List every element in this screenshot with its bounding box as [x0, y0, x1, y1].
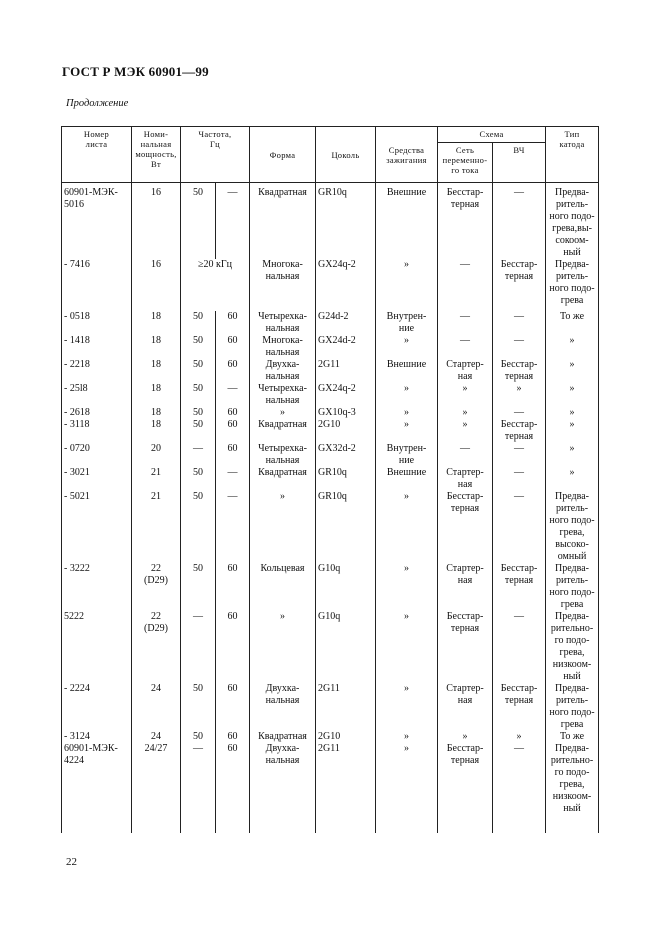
cell-scheme-hf: Бесстар- терная	[493, 359, 546, 383]
cell-sheet-number: - 3118	[62, 419, 132, 443]
cell-scheme-network: Стартер- ная	[438, 683, 493, 731]
table-row	[62, 743, 599, 833]
cell-shape: Квадратная	[250, 731, 316, 743]
document-title: ГОСТ Р МЭК 60901—99	[62, 64, 209, 79]
cell-sheet-number: 60901-МЭК- 5016	[62, 183, 132, 260]
cell-ignition: »	[376, 407, 438, 419]
cell-nominal-power: 16	[132, 183, 181, 260]
cell-base: 2G11	[316, 743, 376, 833]
cell-frequency-60: 60	[216, 407, 250, 419]
cell-base: GR10q	[316, 467, 376, 491]
table-body	[62, 183, 599, 834]
table-row	[62, 383, 599, 407]
cell-sheet-number: - 0518	[62, 311, 132, 335]
cell-scheme-network: Стартер- ная	[438, 359, 493, 383]
cell-scheme-network: »	[438, 383, 493, 407]
cell-frequency-60: 60	[216, 611, 250, 683]
cell-shape: Квадратная	[250, 419, 316, 443]
cell-frequency-60: 60	[216, 443, 250, 467]
header-scheme-network: Сеть переменно- го тока	[438, 143, 493, 183]
cell-shape: Четырехка- нальная	[250, 311, 316, 335]
cell-cathode-type: То же	[546, 731, 599, 743]
cell-frequency-50: 50	[181, 383, 216, 407]
cell-frequency-60: 60	[216, 743, 250, 833]
cell-sheet-number: - 5021	[62, 491, 132, 563]
cell-nominal-power: 22 (D29)	[132, 563, 181, 611]
header-scheme-hf: ВЧ	[493, 143, 546, 183]
cell-nominal-power: 16	[132, 259, 181, 311]
cell-ignition: »	[376, 335, 438, 359]
cell-base: G10q	[316, 563, 376, 611]
cell-sheet-number: - 3021	[62, 467, 132, 491]
cell-scheme-hf: —	[493, 335, 546, 359]
cell-shape: Квадратная	[250, 467, 316, 491]
cell-frequency-50: 50	[181, 311, 216, 335]
cell-scheme-hf: —	[493, 743, 546, 833]
header-base: Цоколь	[316, 127, 376, 183]
cell-cathode-type: »	[546, 467, 599, 491]
cell-frequency-60: —	[216, 183, 250, 260]
cell-scheme-network: Стартер- ная	[438, 467, 493, 491]
cell-base: GX10q-3	[316, 407, 376, 419]
cell-frequency-50: —	[181, 443, 216, 467]
table-row	[62, 491, 599, 563]
cell-shape: Многока- нальная	[250, 335, 316, 359]
cell-sheet-number: - 0720	[62, 443, 132, 467]
cell-base: 2G10	[316, 419, 376, 443]
cell-cathode-type: »	[546, 335, 599, 359]
header-sheet-number: Номер листа	[62, 127, 132, 183]
cell-ignition: »	[376, 419, 438, 443]
cell-scheme-network: »	[438, 419, 493, 443]
cell-nominal-power: 20	[132, 443, 181, 467]
cell-frequency-50: 50	[181, 183, 216, 260]
cell-sheet-number: - 2218	[62, 359, 132, 383]
cell-frequency-60: 60	[216, 563, 250, 611]
cell-base: 2G10	[316, 731, 376, 743]
table-row	[62, 467, 599, 491]
cell-ignition: »	[376, 731, 438, 743]
cell-scheme-hf: —	[493, 467, 546, 491]
cell-nominal-power: 21	[132, 467, 181, 491]
cell-scheme-network: —	[438, 311, 493, 335]
cell-cathode-type: То же	[546, 311, 599, 335]
table-row	[62, 311, 599, 335]
cell-cathode-type: Предва- ритель- ного подо- грева, высоко- омный	[546, 491, 599, 563]
cell-scheme-hf: Бесстар- терная	[493, 563, 546, 611]
cell-nominal-power: 18	[132, 311, 181, 335]
table-row	[62, 419, 599, 443]
lamp-data-table	[61, 126, 599, 833]
table-row	[62, 335, 599, 359]
cell-base: GR10q	[316, 491, 376, 563]
table-row	[62, 683, 599, 731]
cell-shape: Двухка- нальная	[250, 359, 316, 383]
cell-base: GR10q	[316, 183, 376, 260]
cell-shape: Многока- нальная	[250, 259, 316, 311]
cell-ignition: »	[376, 611, 438, 683]
cell-frequency-60: 60	[216, 731, 250, 743]
cell-frequency-50: 50	[181, 419, 216, 443]
cell-sheet-number: - 2618	[62, 407, 132, 419]
cell-scheme-hf: —	[493, 311, 546, 335]
cell-shape: Кольцевая	[250, 563, 316, 611]
cell-base: 2G11	[316, 683, 376, 731]
cell-base: GX32d-2	[316, 443, 376, 467]
cell-scheme-network: Бесстар- терная	[438, 491, 493, 563]
table-row	[62, 563, 599, 611]
cell-nominal-power: 22 (D29)	[132, 611, 181, 683]
cell-ignition: Внутрен- ние	[376, 311, 438, 335]
cell-frequency-60: 60	[216, 419, 250, 443]
cell-nominal-power: 24/27	[132, 743, 181, 833]
cell-sheet-number: - 3124	[62, 731, 132, 743]
cell-ignition: Внутрен- ние	[376, 443, 438, 467]
cell-scheme-hf: »	[493, 383, 546, 407]
cell-ignition: »	[376, 563, 438, 611]
table-row	[62, 443, 599, 467]
cell-scheme-hf: —	[493, 491, 546, 563]
cell-frequency-50: 50	[181, 407, 216, 419]
cell-scheme-hf: —	[493, 407, 546, 419]
cell-shape: »	[250, 611, 316, 683]
cell-cathode-type: »	[546, 419, 599, 443]
cell-nominal-power: 24	[132, 731, 181, 743]
cell-cathode-type: »	[546, 359, 599, 383]
cell-scheme-hf: Бесстар- терная	[493, 683, 546, 731]
cell-nominal-power: 18	[132, 383, 181, 407]
cell-base: GX24d-2	[316, 335, 376, 359]
cell-frequency-60: —	[216, 467, 250, 491]
cell-ignition: »	[376, 491, 438, 563]
cell-nominal-power: 18	[132, 359, 181, 383]
cell-frequency-60: 60	[216, 335, 250, 359]
cell-ignition: »	[376, 259, 438, 311]
cell-base: G24d-2	[316, 311, 376, 335]
cell-frequency-50: 50	[181, 335, 216, 359]
page-number: 22	[66, 856, 77, 868]
cell-nominal-power: 18	[132, 419, 181, 443]
cell-ignition: »	[376, 683, 438, 731]
cell-base: GX24q-2	[316, 259, 376, 311]
header-ignition: Средства зажигания	[376, 127, 438, 183]
cell-ignition: Внешние	[376, 183, 438, 260]
header-nominal-power: Номи- нальная мощность, Вт	[132, 127, 181, 183]
cell-frequency-60: —	[216, 383, 250, 407]
cell-cathode-type: »	[546, 383, 599, 407]
cell-base: GX24q-2	[316, 383, 376, 407]
cell-scheme-hf: —	[493, 611, 546, 683]
cell-base: G10q	[316, 611, 376, 683]
cell-sheet-number: - 2224	[62, 683, 132, 731]
cell-nominal-power: 18	[132, 407, 181, 419]
table-row	[62, 259, 599, 311]
table-row	[62, 183, 599, 260]
header-cathode-type: Тип катода	[546, 127, 599, 183]
table-row	[62, 611, 599, 683]
cell-scheme-hf: —	[493, 443, 546, 467]
cell-nominal-power: 21	[132, 491, 181, 563]
cell-sheet-number: - 3222	[62, 563, 132, 611]
cell-sheet-number: - 1418	[62, 335, 132, 359]
cell-nominal-power: 18	[132, 335, 181, 359]
cell-frequency-50: —	[181, 743, 216, 833]
cell-cathode-type: Предва- ритель- ного подо- грева	[546, 563, 599, 611]
cell-scheme-network: »	[438, 407, 493, 419]
cell-frequency-50: 50	[181, 731, 216, 743]
cell-shape: »	[250, 491, 316, 563]
cell-frequency: ≥20 кГц	[181, 259, 250, 311]
cell-scheme-hf: Бесстар- терная	[493, 419, 546, 443]
cell-cathode-type: Предва- ритель- ного подо- грева,вы- сокоом- ный	[546, 183, 599, 260]
cell-sheet-number: - 7416	[62, 259, 132, 311]
cell-sheet-number: 60901-МЭК- 4224	[62, 743, 132, 833]
continuation-label: Продолжение	[66, 98, 129, 109]
cell-scheme-network: Стартер- ная	[438, 563, 493, 611]
cell-cathode-type: Предва- ритель- ного подо- грева	[546, 683, 599, 731]
table-row	[62, 407, 599, 419]
cell-frequency-60: 60	[216, 683, 250, 731]
cell-ignition: »	[376, 383, 438, 407]
header-frequency: Частота, Гц	[181, 127, 250, 183]
cell-scheme-network: Бесстар- терная	[438, 611, 493, 683]
cell-frequency-50: 50	[181, 563, 216, 611]
cell-sheet-number: 5222	[62, 611, 132, 683]
cell-base: 2G11	[316, 359, 376, 383]
header-shape: Форма	[250, 127, 316, 183]
table-row	[62, 359, 599, 383]
cell-shape: Четырехка- нальная	[250, 443, 316, 467]
cell-cathode-type: Предва- рительно- го подо- грева, низкоом- ный	[546, 743, 599, 833]
cell-shape: Двухка- нальная	[250, 743, 316, 833]
cell-scheme-network: »	[438, 731, 493, 743]
cell-scheme-hf: —	[493, 183, 546, 260]
cell-frequency-60: 60	[216, 311, 250, 335]
cell-frequency-50: —	[181, 611, 216, 683]
cell-frequency-60: —	[216, 491, 250, 563]
cell-sheet-number: - 25l8	[62, 383, 132, 407]
cell-scheme-hf: Бесстар- терная	[493, 259, 546, 311]
cell-frequency-60: 60	[216, 359, 250, 383]
cell-cathode-type: »	[546, 407, 599, 419]
cell-scheme-network: —	[438, 443, 493, 467]
cell-scheme-hf: »	[493, 731, 546, 743]
cell-ignition: Внешние	[376, 467, 438, 491]
cell-frequency-50: 50	[181, 491, 216, 563]
cell-scheme-network: —	[438, 259, 493, 311]
cell-cathode-type: »	[546, 443, 599, 467]
cell-nominal-power: 24	[132, 683, 181, 731]
cell-frequency-50: 50	[181, 359, 216, 383]
cell-shape: »	[250, 407, 316, 419]
cell-cathode-type: Предва- ритель- ного подо- грева	[546, 259, 599, 311]
cell-ignition: Внешние	[376, 359, 438, 383]
cell-scheme-network: Бесстар- терная	[438, 743, 493, 833]
cell-shape: Квадратная	[250, 183, 316, 260]
header-scheme: Схема	[438, 127, 546, 143]
cell-frequency-50: 50	[181, 467, 216, 491]
cell-frequency-50: 50	[181, 683, 216, 731]
cell-shape: Двухка- нальная	[250, 683, 316, 731]
cell-scheme-network: —	[438, 335, 493, 359]
cell-scheme-network: Бесстар- терная	[438, 183, 493, 260]
table-row	[62, 731, 599, 743]
cell-shape: Четырехка- нальная	[250, 383, 316, 407]
cell-cathode-type: Предва- рительно- го подо- грева, низкоом- ный	[546, 611, 599, 683]
cell-ignition: »	[376, 743, 438, 833]
